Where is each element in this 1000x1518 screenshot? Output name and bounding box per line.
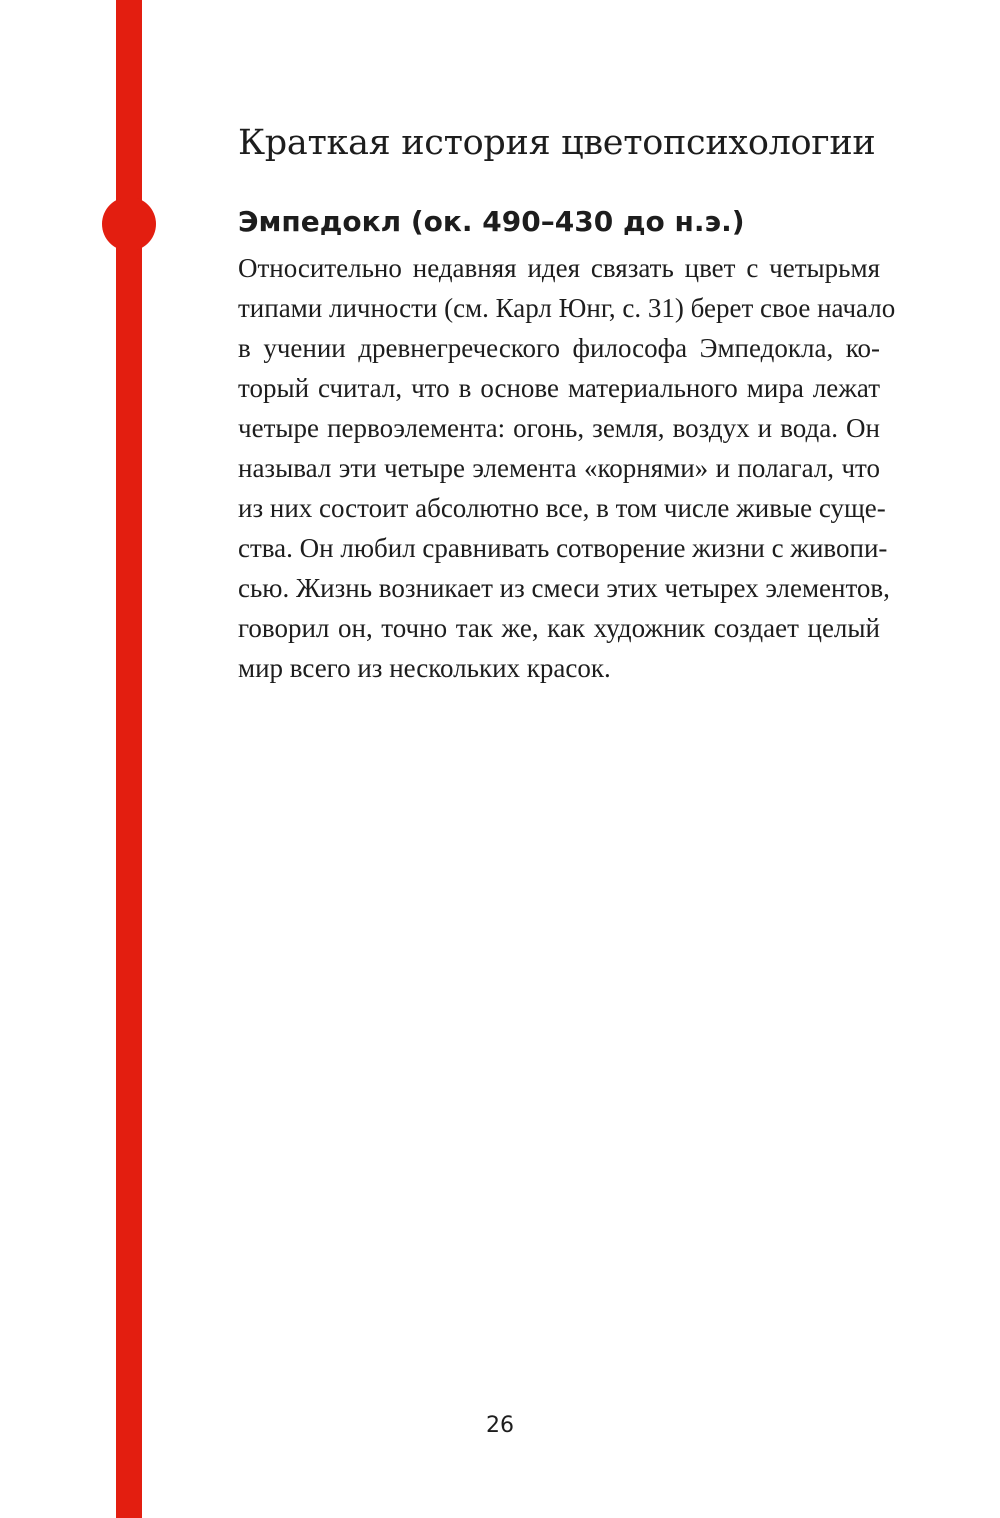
paragraph-line: мир всего из нескольких красок. xyxy=(238,653,611,683)
paragraph-line: в учении древнегреческого философа Эмпедокла, ко- xyxy=(238,333,880,363)
paragraph-line: сью. Жизнь возникает из смеси этих четырех элементов, xyxy=(238,573,890,603)
section-heading: Эмпедокл (ок. 490–430 до н.э.) xyxy=(238,205,745,238)
body-paragraph xyxy=(238,248,896,688)
timeline-marker-dot xyxy=(102,197,156,251)
paragraph-line: ства. Он любил сравнивать сотворение жизни с живопи- xyxy=(238,533,888,563)
paragraph-line: Относительно недавняя идея связать цвет с четырьмя xyxy=(238,253,880,283)
paragraph-line: торый считал, что в основе материального мира лежат xyxy=(238,373,880,403)
paragraph-line: говорил он, точно так же, как художник создает целый xyxy=(238,613,880,643)
page-number: 26 xyxy=(486,1413,514,1438)
chapter-title: Краткая история цветопсихологии xyxy=(238,123,876,163)
paragraph-line: называл эти четыре элемента «корнями» и полагал, что xyxy=(238,453,880,483)
paragraph-line: из них состоит абсолютно все, в том числе живые суще- xyxy=(238,493,886,523)
paragraph-line: типами личности (см. Карл Юнг, с. 31) берет свое начало xyxy=(238,293,896,323)
paragraph-line: четыре первоэлемента: огонь, земля, воздух и вода. Он xyxy=(238,413,880,443)
